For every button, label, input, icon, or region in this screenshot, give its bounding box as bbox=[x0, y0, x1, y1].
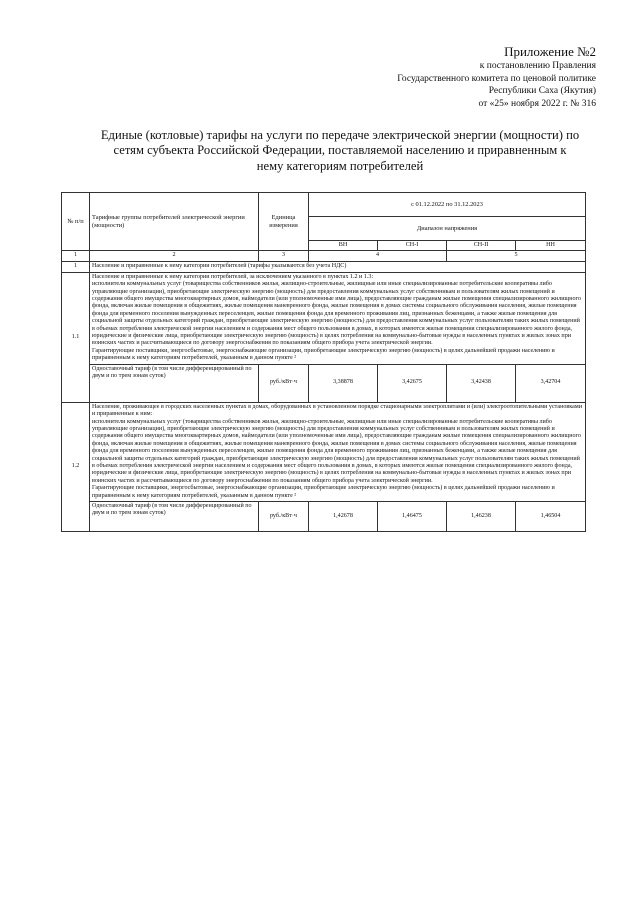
tariff-value-vn: 3,38878 bbox=[309, 364, 378, 402]
row-paragraph: юридические и физические лица, приобретающие электрическую энергию (мощность) в целях потребления на коммунально-бытовые нужды в населенных пунктах и жилых зонах при воинских частях и рассчитывающиеся по договору энергоснабжения по показаниям общего прибора учета электрической энергии. bbox=[92, 470, 571, 484]
header-groups: Тарифные группы потребителей электрической энергии (мощности) bbox=[90, 193, 259, 251]
col-number: 1 bbox=[62, 251, 90, 261]
row-paragraph: Гарантирующие поставщики, энергосбытовые, энергоснабжающие организации, приобретающие электрическую энергию (мощность) в целях дальнейшей продажи населению и приравненным к нему категориям потребителей, указанным в данном пункте ² bbox=[92, 485, 555, 499]
tariff-value-sn2: 3,42438 bbox=[447, 364, 516, 402]
header-period: с 01.12.2022 по 31.12.2023 bbox=[309, 193, 586, 217]
col-number: 4 bbox=[309, 251, 447, 261]
row-paragraph: юридические и физические лица, приобретающие электрическую энергию (мощность) в целях потребления на коммунально-бытовые нужды в населенных пунктах и жилых зонах при воинских частях и рассчитывающиеся по договору энергоснабжения по показаниям общего прибора учета электрической энергии. bbox=[92, 333, 571, 347]
tariff-value-sn1: 3,42675 bbox=[378, 364, 447, 402]
col-number: 3 bbox=[259, 251, 309, 261]
header-voltage-nn: НН bbox=[516, 241, 586, 251]
section-title: Население и приравненные к нему категории потребителей (тарифы указываются без учета НДС) bbox=[90, 261, 586, 272]
col-number: 2 bbox=[90, 251, 259, 261]
appendix-block bbox=[397, 44, 596, 110]
tariff-value-sn2: 1,46238 bbox=[447, 501, 516, 531]
tariff-value-vn: 1,42678 bbox=[309, 501, 378, 531]
row-num: 1.1 bbox=[62, 272, 90, 402]
tariff-value-nn: 1,46504 bbox=[516, 501, 586, 531]
tariff-table bbox=[61, 192, 586, 532]
appendix-line: Республики Саха (Якутия) bbox=[488, 86, 596, 97]
row-description bbox=[90, 402, 586, 501]
row-num: 1.2 bbox=[62, 402, 90, 531]
appendix-line: от «25» ноября 2022 г. № 316 bbox=[478, 98, 596, 109]
tariff-unit: руб./кВт·ч bbox=[259, 364, 309, 402]
header-range: Диапазон напряжения bbox=[309, 217, 586, 241]
header-voltage-sn2: СН-II bbox=[447, 241, 516, 251]
row-paragraph: Население, проживающее в городских населенных пунктах в домах, оборудованных в установленном порядке стационарными электроплитами и (или) электроотопительными установками и приравненные к ним: bbox=[92, 403, 582, 418]
tariff-unit: руб./кВт·ч bbox=[259, 501, 309, 531]
document-title: Единые (котловые) тарифы на услуги по передаче электрической энергии (мощности) по сетям субъекта Российской Федерации, поставляемой населению и приравненным к нему категориям потребителей bbox=[100, 128, 580, 173]
appendix-line: Государственного комитета по ценовой политике bbox=[397, 73, 596, 84]
col-number: 5 bbox=[447, 251, 586, 261]
row-paragraph: исполнители коммунальных услуг (товарищества собственников жилья, жилищно-строительные, жилищные или иные специализированные потребительские кооперативы либо управляющие организации), приобретающие электрическую энергию (мощность) для предоставления коммунальных услуг собственникам и пользователям жилых помещений и содержания общего имущества многоквартирных домов, наймодатели (или уполномоченные ими лица), предоставляющие гражданам жилые помещения специализированного жилищного фонда, включая жилые помещения в общежитиях, жилые помещения маневренного фонда, жилые помещения в домах системы социального обслуживания населения, жилые помещения фонда для временного поселения вынужденных переселенцев, жилые помещения фонда для временного проживания лиц, признанных беженцами, а также жилые помещения для социальной защиты отдельных категорий граждан, приобретающие электрическую энергию (мощность) для предоставления коммунальных услуг пользователям таких жилых помещений в объемах потребления электрической энергии населением и содержания мест общего пользования в домах, в которых имеются жилые помещения специализированного жилого фонда, bbox=[92, 281, 581, 332]
appendix-line: к постановлению Правления bbox=[479, 61, 596, 71]
row-paragraph: Население и приравненные к нему категории потребителей, за исключением указанного в пунктах 1.2 и 1.3: bbox=[92, 273, 374, 280]
row-paragraph: исполнители коммунальных услуг (товарищества собственников жилья, жилищно-строительные, жилищные или иные специализированные потребительские кооперативы либо управляющие организации), приобретающие электрическую энергию (мощность) для предоставления коммунальных услуг собственникам и пользователям жилых помещений и содержания общего имущества многоквартирных домов, наймодатели (или уполномоченные ими лица), предоставляющие гражданам жилые помещения специализированного жилищного фонда, включая жилые помещения в общежитиях, жилые помещения маневренного фонда, жилые помещения в домах системы социального обслуживания населения, жилые помещения фонда для временного поселения вынужденных переселенцев, жилые помещения фонда для временного проживания лиц, признанных беженцами, а также жилые помещения для социальной защиты отдельных категорий граждан, приобретающие электрическую энергию (мощность) для предоставления коммунальных услуг пользователям таких жилых помещений в объемах потребления электрической энергии населением и содержания мест общего пользования в домах, в которых имеются жилые помещения специализированного жилого фонда, bbox=[92, 418, 581, 469]
appendix-title: Приложение №2 bbox=[504, 44, 596, 59]
header-voltage-vn: ВН bbox=[309, 241, 378, 251]
tariff-value-nn: 3,42704 bbox=[516, 364, 586, 402]
section-num: 1 bbox=[62, 261, 90, 272]
header-voltage-sn1: СН-I bbox=[378, 241, 447, 251]
header-unit: Единица измерения bbox=[259, 193, 309, 251]
tariff-value-sn1: 1,46475 bbox=[378, 501, 447, 531]
tariff-label: Одноставочный тариф (в том числе дифференцированный по двум и по трем зонам суток) bbox=[90, 364, 259, 402]
tariff-label: Одноставочный тариф (в том числе дифференцированный по двум и по трем зонам суток) bbox=[90, 501, 259, 531]
row-description bbox=[90, 272, 586, 364]
header-num: № п/п bbox=[62, 193, 90, 251]
row-paragraph: Гарантирующие поставщики, энергосбытовые, энергоснабжающие организации, приобретающие электрическую энергию (мощность) в целях дальнейшей продажи населению и приравненным к нему категориям потребителей, указанным в данном пункте ² bbox=[92, 347, 555, 362]
